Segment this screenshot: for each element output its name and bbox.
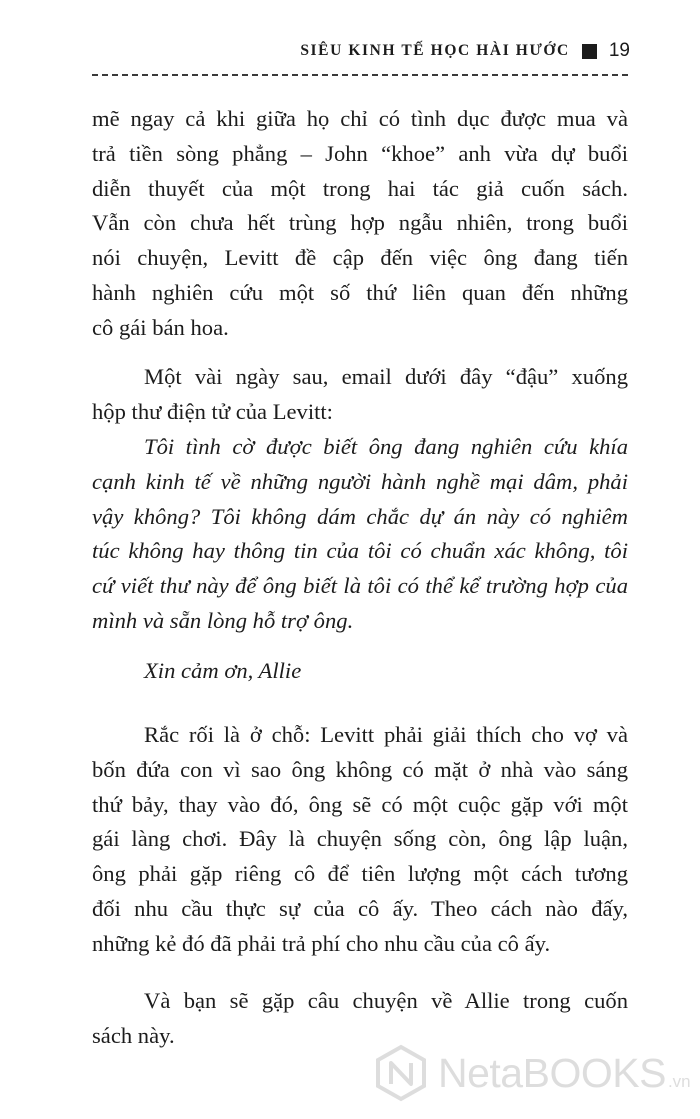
running-head-title: SIÊU KINH TẾ HỌC HÀI HƯỚC	[300, 42, 570, 59]
text-line: hành nghiên cứu một số thứ liên quan đến những	[92, 279, 628, 305]
page-number: 19	[608, 40, 630, 61]
text-line: những kẻ đó đã phải trả phí cho nhu cầu của cô ấy.	[92, 930, 551, 956]
text-line: cứ viết thư này để ông biết là tôi có thể kể trường hợp của	[92, 573, 628, 599]
paragraph-4	[92, 718, 628, 962]
email-quote	[92, 430, 628, 639]
header-dashed-rule	[92, 74, 628, 76]
text-line: cô gái bán hoa.	[92, 314, 229, 340]
text-line: diễn thuyết của một trong hai tác giả cuốn sách.	[92, 175, 628, 201]
watermark-suffix: .vn	[667, 1072, 691, 1091]
running-head	[90, 36, 630, 66]
text-line: Và bạn sẽ gặp câu chuyện về Allie trong cuốn	[144, 988, 628, 1013]
text-line: Vẫn còn chưa hết trùng hợp ngẫu nhiên, trong buổi	[92, 210, 628, 236]
text-line: gái làng chơi. Đây là chuyện sống còn, ông lập luận,	[92, 826, 628, 852]
text-line: Tôi tình cờ được biết ông đang nghiên cứu khía	[144, 434, 628, 459]
text-line: mẽ ngay cả khi giữa họ chỉ có tình dục được mua và	[92, 106, 628, 131]
text-line: Rắc rối là ở chỗ: Levitt phải giải thích cho vợ và	[144, 722, 628, 747]
text-line: cạnh kinh tế về những người hành nghề mại dâm, phải	[92, 468, 628, 494]
watermark-text: NetaBOOKS	[438, 1049, 666, 1096]
watermark	[372, 1038, 692, 1108]
email-signoff	[144, 654, 628, 689]
text-line: thứ bảy, thay vào đó, ông sẽ có một cuộc gặp với một	[92, 791, 628, 817]
text-line: ông phải gặp riêng cô để tiên lượng một cách tương	[92, 861, 628, 887]
paragraph-2	[92, 360, 628, 430]
text-line: đối nhu cầu thực sự của cô ấy. Theo cách nào đấy,	[92, 895, 628, 921]
square-bullet-icon	[582, 44, 597, 59]
hexagon-n-logo-icon	[372, 1044, 430, 1102]
text-line: Xin cảm ơn, Allie	[144, 658, 302, 683]
text-line: sách này.	[92, 1022, 175, 1048]
text-line: trả tiền sòng phẳng – John “khoe” anh vừa dự buổi	[92, 140, 628, 166]
text-line: mình và sẵn lòng hỗ trợ ông.	[92, 607, 354, 633]
text-line: túc không hay thông tin của tôi có chuẩn xác không, tôi	[92, 538, 628, 564]
text-line: nói chuyện, Levitt đề cập đến việc ông đang tiến	[92, 245, 628, 271]
text-line: bốn đứa con vì sao ông không có mặt ở nhà vào sáng	[92, 756, 628, 782]
paragraph-1	[92, 102, 628, 346]
text-line: vậy không? Tôi không dám chắc dự án này có nghiêm	[92, 503, 628, 529]
text-line: Một vài ngày sau, email dưới đây “đậu” xuống	[144, 364, 628, 389]
text-line: hộp thư điện tử của Levitt:	[92, 398, 333, 424]
